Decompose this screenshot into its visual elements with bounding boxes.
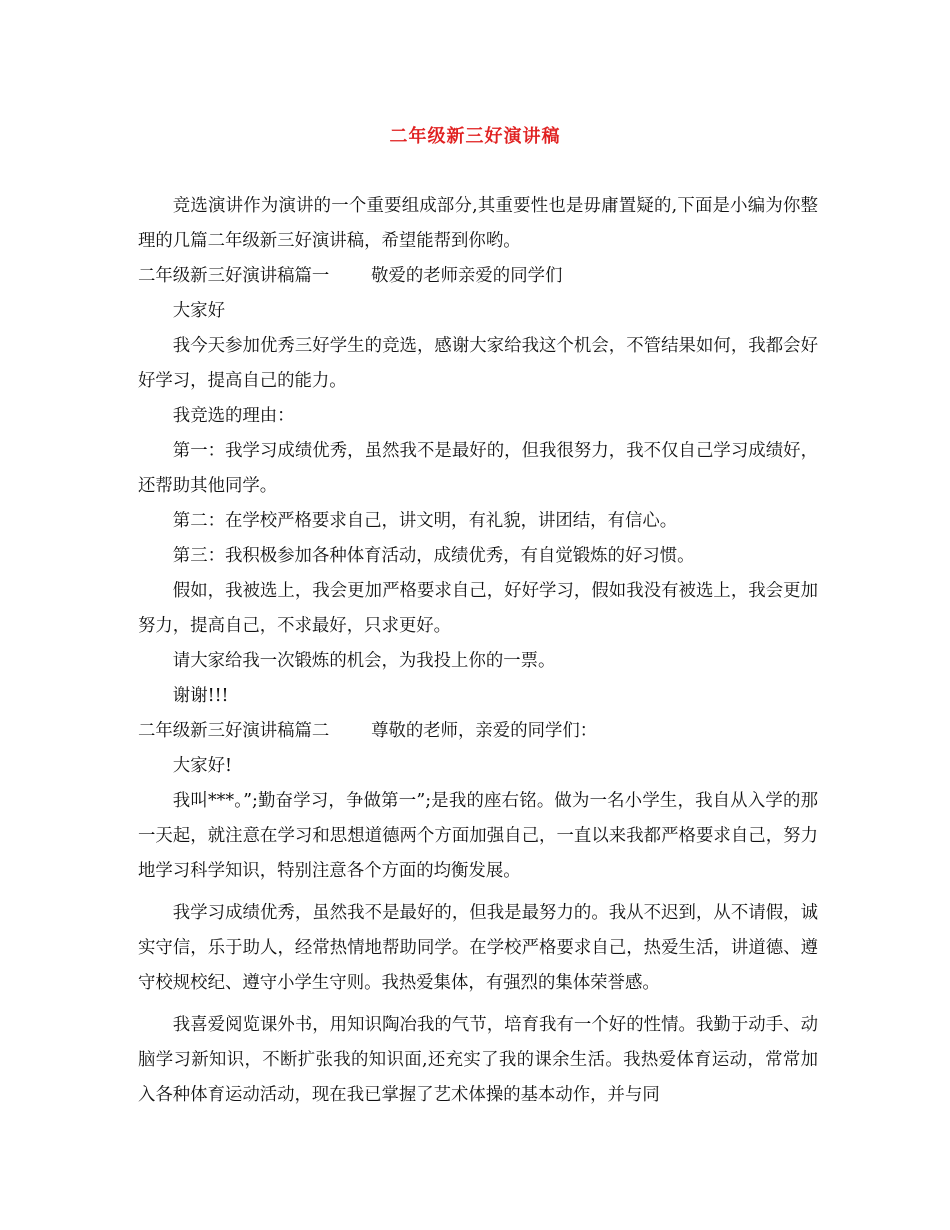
paragraph: 我喜爱阅览课外书，用知识陶冶我的气节，培育我有一个好的性情。我勤于动手、动脑学习新知识，不断扩张我的知识面,还充实了我的课余生活。我热爱体育运动，常常加入各种体育运动活动，现在我已掌握了艺术体操的基本动作，并与同 — [138, 1015, 818, 1105]
paragraph: 大家好! — [172, 756, 232, 776]
section-heading-title: 二年级新三好演讲稿篇一 — [138, 266, 330, 286]
section-greeting: 敬爱的老师亲爱的同学们 — [371, 266, 563, 286]
paragraph: 竞选演讲作为演讲的一个重要组成部分,其重要性也是毋庸置疑的,下面是小编为你整理的几篇二年级新三好演讲稿，希望能帮到你哟。 — [138, 196, 818, 251]
section-heading — [138, 259, 818, 294]
document-body — [138, 189, 818, 1113]
paragraph: 第二：在学校严格要求自己，讲文明，有礼貌，讲团结，有信心。 — [172, 511, 678, 531]
paragraph: 我竞选的理由： — [172, 406, 295, 426]
paragraph: 谢谢!!! — [172, 686, 229, 706]
section-heading — [138, 714, 818, 749]
paragraph: 第三：我积极参加各种体育活动，成绩优秀，有自觉锻炼的好习惯。 — [172, 546, 695, 566]
document-title: 二年级新三好演讲稿 — [389, 126, 561, 147]
section-heading-title: 二年级新三好演讲稿篇二 — [138, 721, 330, 741]
paragraph: 假如，我被选上，我会更加严格要求自己，好好学习，假如我没有被选上，我会更加努力，提高自己，不求最好，只求更好。 — [138, 581, 818, 636]
paragraph: 请大家给我一次锻炼的机会，为我投上你的一票。 — [172, 651, 556, 671]
section-greeting: 尊敬的老师，亲爱的同学们： — [371, 721, 598, 741]
paragraph: 我学习成绩优秀，虽然我不是最好的，但我是最努力的。我从不迟到，从不请假，诚实守信，乐于助人，经常热情地帮助同学。在学校严格要求自己，热爱生活，讲道德、遵守校规校纪、遵守小学生守则。我热爱集体，有强烈的集体荣誉感。 — [138, 903, 818, 993]
paragraph: 第一：我学习成绩优秀，虽然我不是最好的，但我很努力，我不仅自己学习成绩好，还帮助其他同学。 — [138, 441, 818, 496]
paragraph: 我今天参加优秀三好学生的竞选，感谢大家给我这个机会，不管结果如何，我都会好好学习，提高自己的能力。 — [138, 336, 818, 391]
paragraph: 大家好 — [172, 301, 225, 321]
paragraph: 我叫***。”;勤奋学习，争做第一”;是我的座右铭。做为一名小学生，我自从入学的那一天起，就注意在学习和思想道德两个方面加强自己，一直以来我都严格要求自己，努力地学习科学知识，特别注意各个方面的均衡发展。 — [138, 791, 818, 881]
